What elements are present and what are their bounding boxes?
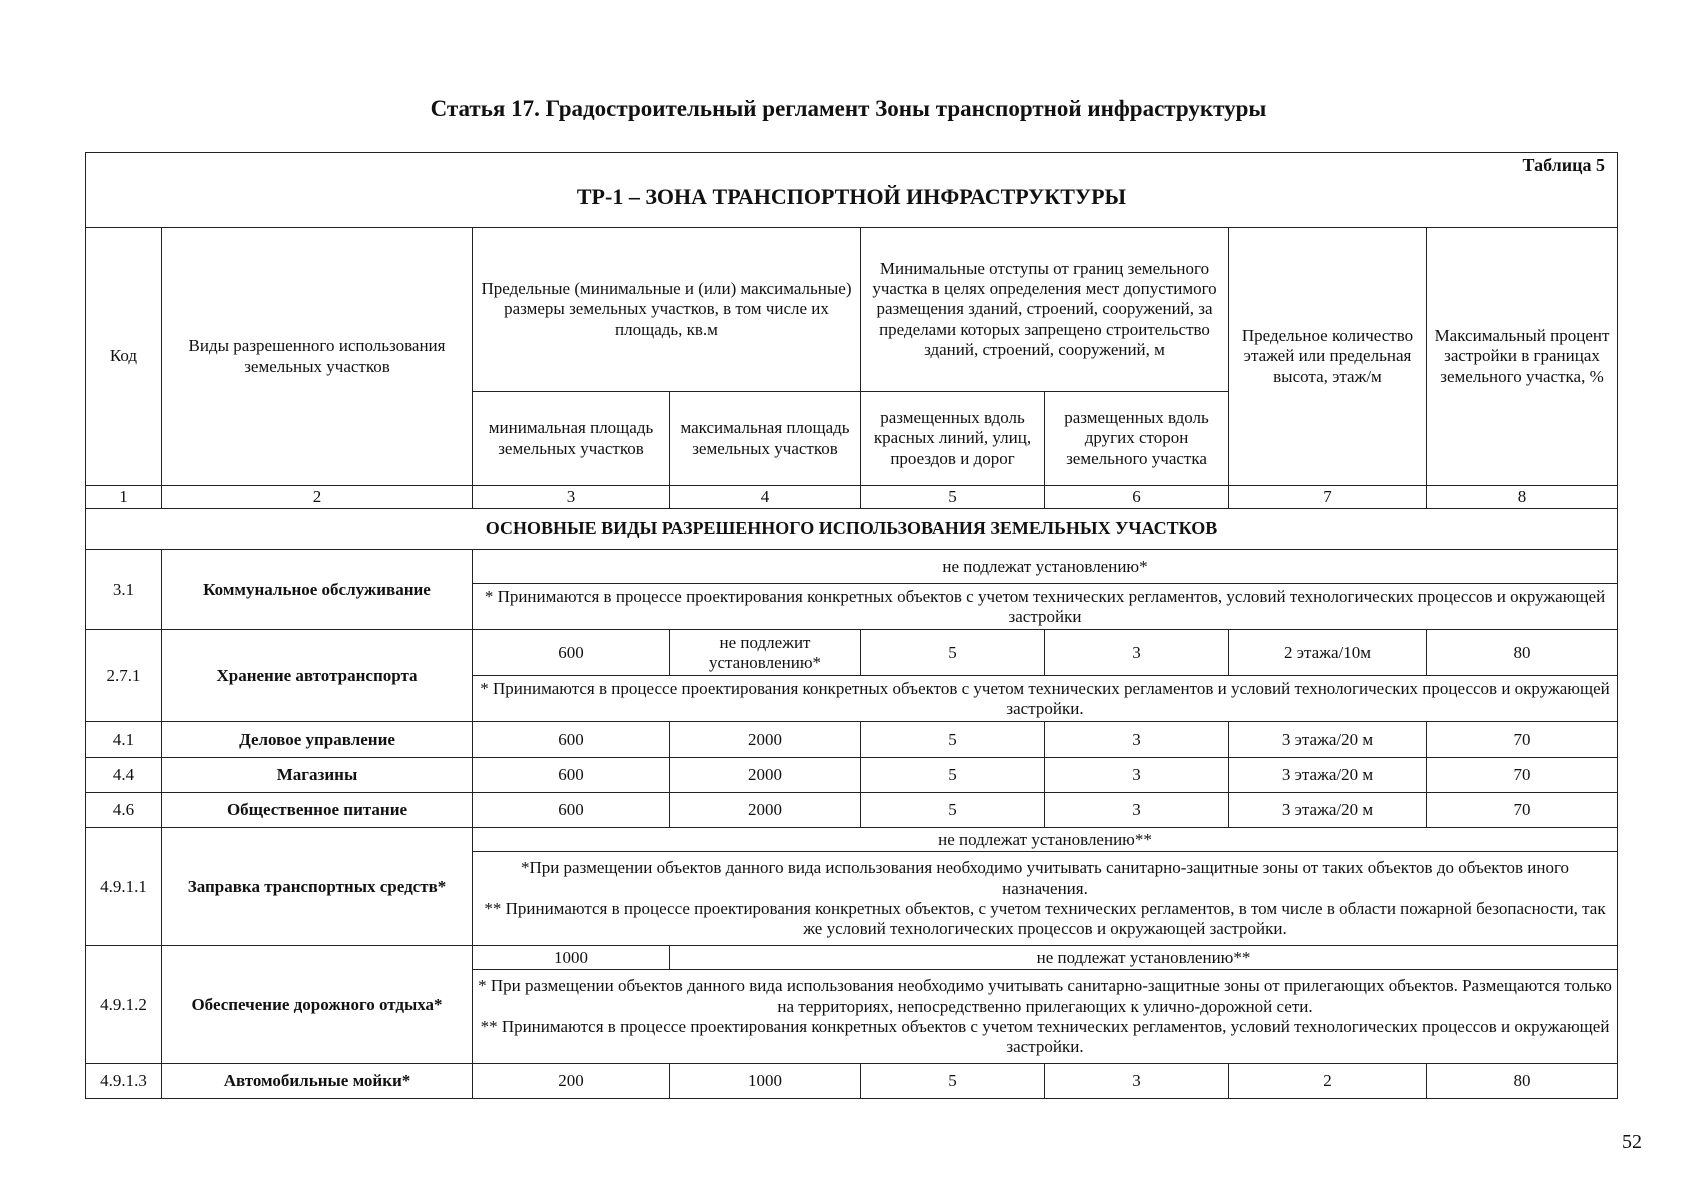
row-code: 4.9.1.1 bbox=[86, 828, 162, 946]
row-max-area: не подлежит установлению* bbox=[670, 630, 861, 676]
column-header-row bbox=[86, 228, 1618, 392]
header-red-lines: размещенных вдоль красных линий, улиц, проездов и дорог bbox=[861, 392, 1045, 486]
row-other-sides: 3 bbox=[1045, 630, 1229, 676]
page-number: 52 bbox=[1622, 1131, 1642, 1153]
table-row bbox=[86, 722, 1618, 758]
column-number: 7 bbox=[1229, 486, 1427, 509]
row-name: Автомобильные мойки* bbox=[162, 1064, 473, 1099]
row-red-lines: 5 bbox=[861, 630, 1045, 676]
row-code: 4.9.1.3 bbox=[86, 1064, 162, 1099]
row-floors: 3 этажа/20 м bbox=[1229, 793, 1427, 828]
page-title: Статья 17. Градостроительный регламент Зоны транспортной инфраструктуры bbox=[430, 96, 1267, 121]
header-other-sides: размещенных вдоль других сторон земельного участка bbox=[1045, 392, 1229, 486]
row-red-lines: 5 bbox=[861, 722, 1045, 758]
row-note bbox=[473, 852, 1618, 946]
row-name: Обеспечение дорожного отдыха* bbox=[162, 946, 473, 1064]
column-number: 4 bbox=[670, 486, 861, 509]
zone-title: ТР-1 – ЗОНА ТРАНСПОРТНОЙ ИНФРАСТРУКТУРЫ bbox=[576, 184, 1127, 210]
row-coverage: 70 bbox=[1427, 793, 1618, 828]
column-number: 1 bbox=[86, 486, 162, 509]
row-note-line: *При размещении объектов данного вида использования необходимо учитывать санитарно-защитные зоны от таких объектов до объектов иного назначения. bbox=[520, 858, 1570, 898]
regulation-table bbox=[85, 152, 1618, 1099]
row-name: Деловое управление bbox=[162, 722, 473, 758]
row-span-value: не подлежат установлению* bbox=[473, 550, 1618, 584]
header-code: Код bbox=[86, 228, 162, 486]
row-max-area: 2000 bbox=[670, 793, 861, 828]
header-max-area: максимальная площадь земельных участков bbox=[670, 392, 861, 486]
table-row bbox=[86, 630, 1618, 676]
row-min-area: 600 bbox=[473, 722, 670, 758]
table-header-row bbox=[86, 153, 1618, 228]
row-red-lines: 5 bbox=[861, 1064, 1045, 1099]
row-name: Магазины bbox=[162, 758, 473, 793]
row-max-area: 2000 bbox=[670, 722, 861, 758]
header-coverage: Максимальный процент застройки в границах земельного участка, % bbox=[1427, 228, 1618, 486]
row-min-area: 600 bbox=[473, 630, 670, 676]
row-coverage: 80 bbox=[1427, 1064, 1618, 1099]
header-types: Виды разрешенного использования земельных участков bbox=[162, 228, 473, 486]
row-coverage: 70 bbox=[1427, 722, 1618, 758]
row-max-area: 1000 bbox=[670, 1064, 861, 1099]
table-row bbox=[86, 550, 1618, 584]
header-setbacks: Минимальные отступы от границ земельного участка в целях определения мест допустимого размещения зданий, строений, сооружений, за пределами которых запрещено строительство зданий, строений, сооружений, м bbox=[861, 228, 1229, 392]
row-min-area: 600 bbox=[473, 793, 670, 828]
row-floors: 3 этажа/20 м bbox=[1229, 722, 1427, 758]
row-floors: 3 этажа/20 м bbox=[1229, 758, 1427, 793]
table-row bbox=[86, 1064, 1618, 1099]
row-min-area: 600 bbox=[473, 758, 670, 793]
row-note bbox=[473, 970, 1618, 1064]
header-min-area: минимальная площадь земельных участков bbox=[473, 392, 670, 486]
row-name: Общественное питание bbox=[162, 793, 473, 828]
row-other-sides: 3 bbox=[1045, 722, 1229, 758]
row-code: 4.9.1.2 bbox=[86, 946, 162, 1064]
row-max-area: 2000 bbox=[670, 758, 861, 793]
row-floors: 2 bbox=[1229, 1064, 1427, 1099]
row-red-lines: 5 bbox=[861, 758, 1045, 793]
header-sizes: Предельные (минимальные и (или) максимальные) размеры земельных участков, в том числе их площадь, кв.м bbox=[473, 228, 861, 392]
table-number: Таблица 5 bbox=[1522, 155, 1605, 175]
column-number-row bbox=[86, 486, 1618, 509]
row-min-area: 200 bbox=[473, 1064, 670, 1099]
row-floors: 2 этажа/10м bbox=[1229, 630, 1427, 676]
row-code: 4.4 bbox=[86, 758, 162, 793]
section-row bbox=[86, 509, 1618, 550]
header-floors: Предельное количество этажей или предельная высота, этаж/м bbox=[1229, 228, 1427, 486]
table-row bbox=[86, 828, 1618, 852]
row-other-sides: 3 bbox=[1045, 1064, 1229, 1099]
row-note-line: ** Принимаются в процессе проектирования конкретных объектов, с учетом технических регламентов, в том числе в области пожарной безопасности, так же условий технологических процессов и окружающей застройки. bbox=[484, 898, 1606, 938]
row-name: Коммунальное обслуживание bbox=[162, 550, 473, 630]
row-coverage: 70 bbox=[1427, 758, 1618, 793]
row-coverage: 80 bbox=[1427, 630, 1618, 676]
row-span-value: не подлежат установлению** bbox=[473, 828, 1618, 852]
row-code: 4.6 bbox=[86, 793, 162, 828]
table-row bbox=[86, 793, 1618, 828]
row-name: Заправка транспортных средств* bbox=[162, 828, 473, 946]
row-red-lines: 5 bbox=[861, 793, 1045, 828]
table-row bbox=[86, 758, 1618, 793]
row-min-area: 1000 bbox=[473, 946, 670, 970]
column-number: 8 bbox=[1427, 486, 1618, 509]
row-other-sides: 3 bbox=[1045, 758, 1229, 793]
column-number: 2 bbox=[162, 486, 473, 509]
row-note: * Принимаются в процессе проектирования конкретных объектов с учетом технических регламентов, условий технологических процессов и окружающей застройки bbox=[473, 584, 1618, 630]
row-span-value: не подлежат установлению** bbox=[670, 946, 1618, 970]
zone-header-cell bbox=[86, 153, 1618, 228]
table-row bbox=[86, 946, 1618, 970]
column-number: 5 bbox=[861, 486, 1045, 509]
row-code: 3.1 bbox=[86, 550, 162, 630]
row-note-line: * При размещении объектов данного вида использования необходимо учитывать санитарно-защитные зоны от прилегающих объектов. Размещаются только на территориях, непосредственно прилегающих к улично-дорожной сети. bbox=[478, 976, 1612, 1016]
column-number: 3 bbox=[473, 486, 670, 509]
row-code: 4.1 bbox=[86, 722, 162, 758]
row-other-sides: 3 bbox=[1045, 793, 1229, 828]
row-note: * Принимаются в процессе проектирования конкретных объектов с учетом технических регламентов и условий технологических процессов и окружающей застройки. bbox=[473, 676, 1618, 722]
column-number: 6 bbox=[1045, 486, 1229, 509]
row-name: Хранение автотранспорта bbox=[162, 630, 473, 722]
row-code: 2.7.1 bbox=[86, 630, 162, 722]
section-title: ОСНОВНЫЕ ВИДЫ РАЗРЕШЕННОГО ИСПОЛЬЗОВАНИЯ ЗЕМЕЛЬНЫХ УЧАСТКОВ bbox=[86, 509, 1618, 550]
row-note-line: ** Принимаются в процессе проектирования конкретных объектов с учетом технических регламентов, условий технологических процессов и окружающей застройки. bbox=[480, 1016, 1610, 1056]
